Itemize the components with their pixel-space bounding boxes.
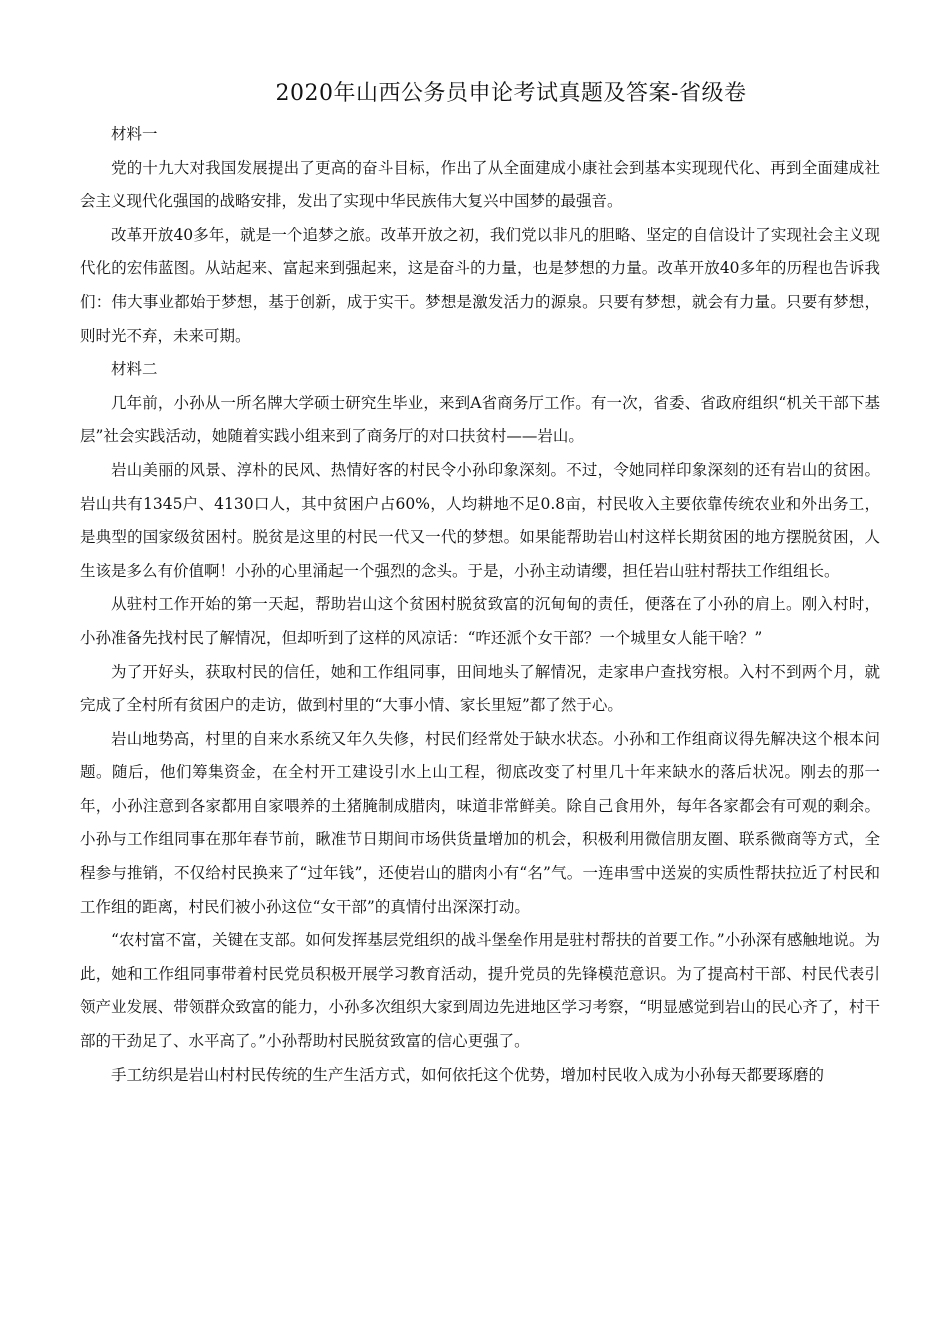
paragraph: 从驻村工作开始的第一天起，帮助岩山这个贫困村脱贫致富的沉甸甸的责任，便落在了小孙的肩上。刚入村时，小孙准备先找村民了解情况，但却听到了这样的风凉话：“咋还派个女干部？一个城里女人能干啥？” bbox=[80, 595, 880, 647]
paragraph: 岩山地势高，村里的自来水系统又年久失修，村民们经常处于缺水状态。小孙和工作组商议得先解决这个根本问题。随后，他们筹集资金，在全村开工建设引水上山工程，彻底改变了村里几十年来缺水的落后状况。刚去的那一年，小孙注意到各家都用自家喂养的土猪腌制成腊肉，味道非常鲜美。除自己食用外，每年各家都会有可观的剩余。小孙与工作组同事在那年春节前，瞅准节日期间市场供货量增加的机会，积极利用微信朋友圈、联系微商等方式，全程参与推销，不仅给村民换来了“过年钱”，还使岩山的腊肉小有“名”气。一连串雪中送炭的实质性帮扶拉近了村民和工作组的距离，村民们被小孙这位“女干部”的真情付出深深打动。 bbox=[80, 729, 880, 916]
paragraph: 改革开放40多年，就是一个追梦之旅。改革开放之初，我们党以非凡的胆略、坚定的自信设计了实现社会主义现代化的宏伟蓝图。从站起来、富起来到强起来，这是奋斗的力量，也是梦想的力量。改革开放40多年的历程也告诉我们：伟大事业都始于梦想，基于创新，成于实干。梦想是激发活力的源泉。只要有梦想，就会有力量。只要有梦想，则时光不弃，未来可期。 bbox=[80, 225, 880, 345]
paragraph: 手工纺织是岩山村村民传统的生产生活方式，如何依托这个优势，增加村民收入成为小孙每天都要琢磨的 bbox=[111, 1065, 825, 1084]
paragraph: “农村富不富，关键在支部。如何发挥基层党组织的战斗堡垒作用是驻村帮扶的首要工作。”小孙深有感触地说。为此，她和工作组同事带着村民党员积极开展学习教育活动，提升党员的先锋模范意识。为了提高村干部、村民代表引领产业发展、带领群众致富的能力，小孙多次组织大家到周边先进地区学习考察，“明显感觉到岩山的民心齐了，村干部的干劲足了、水平高了。”小孙帮助村民脱贫致富的信心更强了。 bbox=[80, 931, 880, 1051]
paragraph: 为了开好头，获取村民的信任，她和工作组同事，田间地头了解情况，走家串户查找穷根。入村不到两个月，就完成了全村所有贫困户的走访，做到村里的“大事小情、家长里短”都了然于心。 bbox=[80, 662, 880, 715]
paragraph: 几年前，小孙从一所名牌大学硕士研究生毕业，来到A省商务厅工作。有一次，省委、省政府组织“机关干部下基层”社会实践活动，她随着实践小组来到了商务厅的对口扶贫村——岩山。 bbox=[80, 393, 880, 446]
section-label: 材料二 bbox=[111, 360, 158, 379]
paragraph: 党的十九大对我国发展提出了更高的奋斗目标，作出了从全面建成小康社会到基本实现现代化、再到全面建成社会主义现代化强国的战略安排，发出了实现中华民族伟大复兴中国梦的最强音。 bbox=[80, 158, 880, 211]
section-label: 材料一 bbox=[111, 125, 158, 143]
document-title: 2020年山西公务员申论考试真题及答案-省级卷 bbox=[275, 81, 747, 106]
document-body bbox=[80, 118, 880, 1092]
paragraph: 岩山美丽的风景、淳朴的民风、热情好客的村民令小孙印象深刻。不过，令她同样印象深刻的还有岩山的贫困。岩山共有1345户、4130口人，其中贫困户占60%，人均耕地不足0.8亩，村民收入主要依靠传统农业和外出务工，是典型的国家级贫困村。脱贫是这里的村民一代又一代的梦想。如果能帮助岩山村这样长期贫困的地方摆脱贫困，人生该是多么有价值啊！小孙的心里涌起一个强烈的念头。于是，小孙主动请缨，担任岩山驻村帮扶工作组组长。 bbox=[80, 460, 880, 580]
